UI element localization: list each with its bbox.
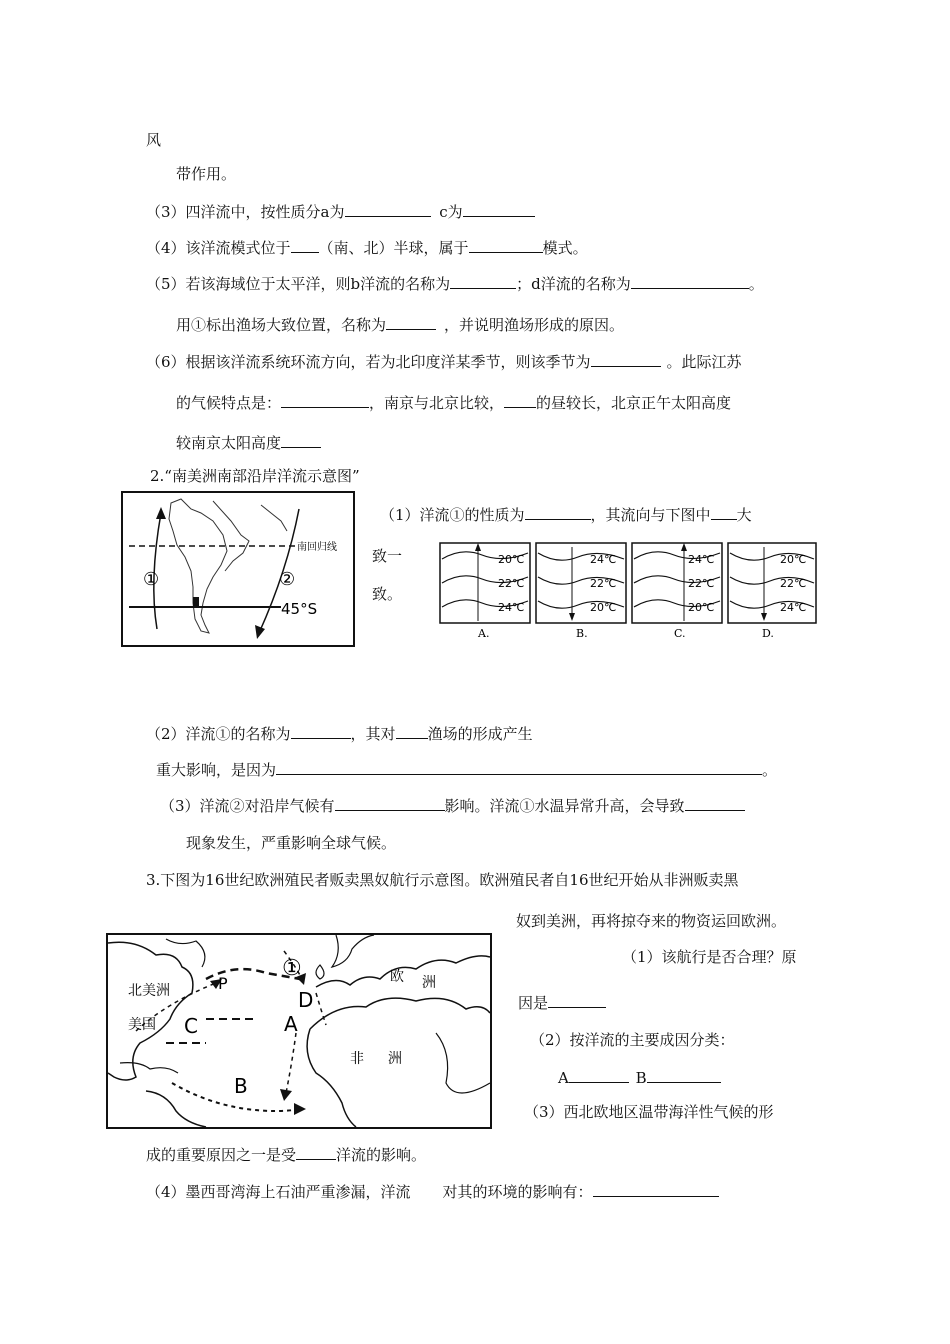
answer-blank[interactable] [281,431,321,448]
panel-c-label: C. [674,627,686,640]
s2-question-1-cont: 致。 [372,585,403,603]
question-5-cont: 用①标出渔场大致位置，名称为 ，并说明渔场形成的原因。 [176,313,624,335]
answer-blank[interactable] [276,758,762,775]
question-6-cont: 的气候特点是： ，南京与北京比较， 的昼较长，北京正午太阳高度 [176,391,731,413]
label-b: B [234,1074,248,1098]
s2-question-1: （1）洋流①的性质为 ，其流向与下图中 大 [380,503,752,525]
north-america-label: 北美洲 [128,983,170,999]
svg-text:22℃: 22℃ [590,577,617,590]
answer-blank[interactable] [386,313,436,330]
svg-text:24℃: 24℃ [688,553,715,566]
label-a: A [284,1012,298,1036]
europe-label-2: 洲 [422,975,436,991]
s3-question-1: （1）该航行是否合理？原 [622,948,797,966]
svg-text:24℃: 24℃ [780,601,807,614]
svg-text:22℃: 22℃ [498,577,525,590]
svg-text:22℃: 22℃ [780,577,807,590]
answer-blank[interactable] [525,503,591,520]
svg-text:22℃: 22℃ [688,577,715,590]
answer-blank[interactable] [291,722,351,739]
answer-blank[interactable] [504,391,536,408]
answer-blank[interactable] [281,391,369,408]
s2-question-2-cont: 重大影响，是因为 。 [156,758,777,780]
answer-blank[interactable] [396,722,428,739]
current-1-label: ① [143,569,160,590]
answer-blank[interactable] [593,1180,719,1197]
svg-text:20℃: 20℃ [498,553,525,566]
answer-blank[interactable] [685,794,745,811]
s2-question-3-cont: 现象发生，严重影响全球气候。 [186,834,397,852]
question-5: （5）若该海域位于太平洋，则b洋流的名称为 ；d洋流的名称为 。 [146,272,764,294]
panel-a-label: A. [478,627,490,640]
answer-blank[interactable] [345,200,431,217]
usa-label: 美国 [128,1017,156,1033]
svg-text:20℃: 20℃ [780,553,807,566]
answer-blank[interactable] [631,272,749,289]
answer-blank[interactable] [548,991,606,1008]
europe-label-1: 欧 [390,969,404,985]
answer-blank[interactable] [711,503,737,520]
question-4: （4）该洋流模式位于 （南、北）半球，属于 模式。 [146,236,588,258]
s3-question-3: （3）西北欧地区温带海洋性气候的形 [524,1103,774,1121]
question-6: （6）根据该洋流系统环流方向，若为北印度洋某季节，则该季节为 。此际江苏 [146,350,742,372]
svg-text:24℃: 24℃ [498,601,525,614]
panel-a [440,543,530,640]
svg-text:24℃: 24℃ [590,553,617,566]
answer-blank[interactable] [591,350,661,367]
slave-trade-route-map [106,933,492,1129]
s3-question-1-cont: 因是 [518,991,606,1013]
svg-text:20℃: 20℃ [688,601,715,614]
latitude-label: 45°S [281,600,318,618]
answer-blank[interactable] [450,272,516,289]
text-line: 风 [146,131,162,149]
section-3-text: 奴到美洲，再将掠夺来的物资运回欧洲。 [516,912,787,930]
answer-blank[interactable] [291,236,319,253]
answer-blank[interactable] [569,1066,629,1083]
label-c: C [184,1014,198,1038]
s3-question-3-cont: 成的重要原因之一是受 洋流的影响。 [146,1143,426,1165]
question-3: （3）四洋流中，按性质分a为 c为 [146,200,535,222]
label-1: ① [282,956,302,981]
svg-text:20℃: 20℃ [590,601,617,614]
s3-question-4: （4）墨西哥湾海上石油严重渗漏，洋流 对其的环境的影响有： [146,1180,719,1202]
label-p: P [218,974,228,993]
panel-c [632,543,722,640]
s2-question-2: （2）洋流①的名称为 ，其对 渔场的形成产生 [146,722,533,744]
question-6-cont: 较南京太阳高度 [176,431,321,453]
s2-question-3: （3）洋流②对沿岸气候有 影响。洋流①水温异常升高，会导致 [160,794,745,816]
answer-blank[interactable] [335,794,445,811]
section-3-title: 3.下图为16世纪欧洲殖民者贩卖黑奴航行示意图。欧洲殖民者自16世纪开始从非洲贩卖黑 [146,871,739,889]
answer-blank[interactable] [296,1143,336,1160]
current-2-label: ② [279,569,296,590]
tropic-label: 南回归线 [297,542,337,553]
panel-d [728,543,816,640]
panel-b-label: B. [576,627,588,640]
south-america-current-map [121,491,355,647]
answer-blank[interactable] [647,1066,721,1083]
section-2-title: 2.“南美洲南部沿岸洋流示意图” [150,467,360,485]
isotherm-panels [438,541,818,641]
s3-question-2: （2）按洋流的主要成因分类： [530,1031,735,1049]
label-d: D [298,988,314,1012]
panel-d-label: D. [762,627,774,640]
s3-question-2-answers: A B [558,1066,721,1088]
s2-question-1-cont: 致一 [372,547,403,565]
panel-b [536,543,626,640]
text-line: 带作用。 [176,165,237,183]
africa-label-1: 非 [350,1051,364,1067]
africa-label-2: 洲 [388,1051,402,1067]
answer-blank[interactable] [469,236,543,253]
answer-blank[interactable] [463,200,535,217]
